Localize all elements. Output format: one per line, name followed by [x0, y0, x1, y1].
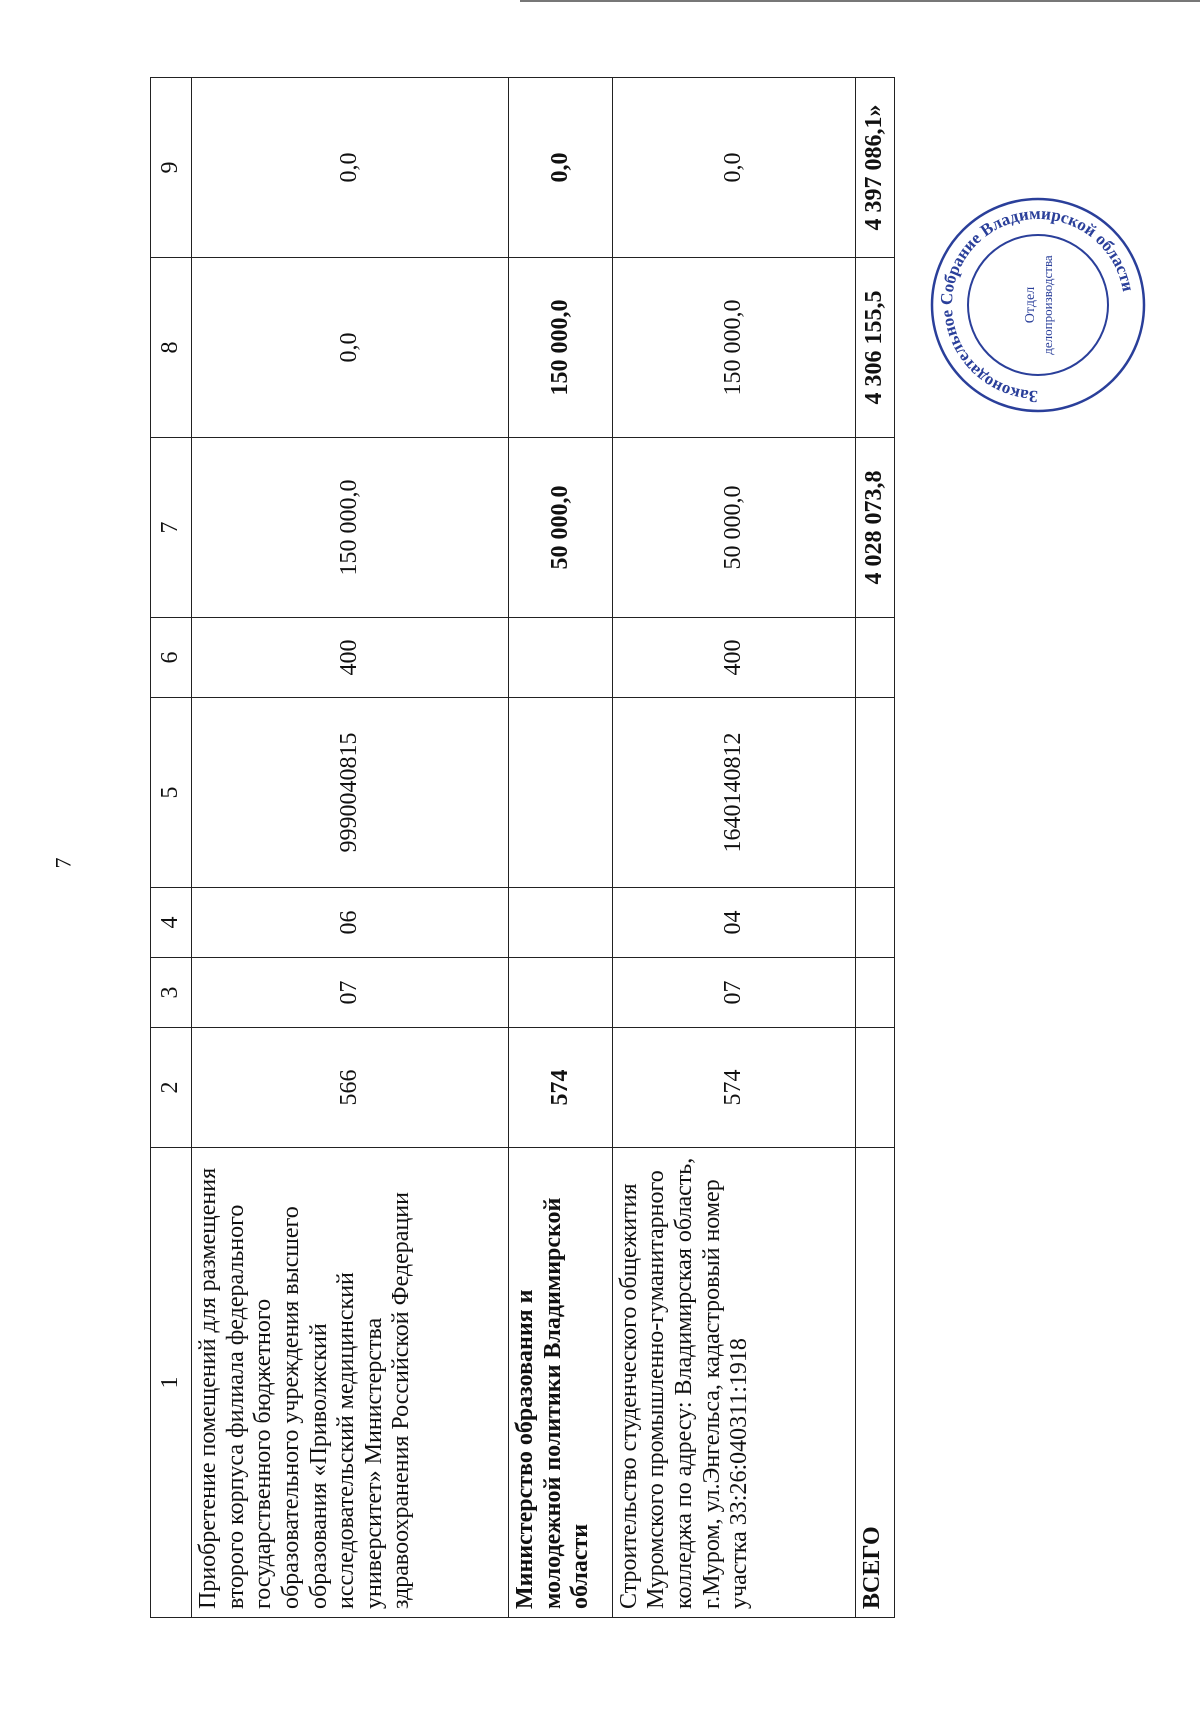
cell — [509, 618, 613, 698]
cell: 0,0 — [612, 78, 855, 258]
total-row — [855, 78, 894, 1618]
cell — [855, 1028, 894, 1148]
cell: 574 — [509, 1028, 613, 1148]
row-description: Строительство студенческого общежития Муромского промышленно-гуманитарного колледжа по адресу: Владимирская область, г.Муром, ул.Энгельса, кадастровый номер участка 33:26:040311:1918 — [612, 1148, 855, 1618]
cell: 50 000,0 — [612, 438, 855, 618]
table-row — [509, 78, 613, 1618]
table-row — [192, 78, 509, 1618]
cell: 0,0 — [192, 258, 509, 438]
cell — [855, 698, 894, 888]
stamp-center-line2: делопроизводства — [1040, 255, 1055, 355]
row-description: Министерство образования и молодежной политики Владимирской области — [509, 1148, 613, 1618]
header-cell: 4 — [151, 888, 192, 958]
cell: 566 — [192, 1028, 509, 1148]
total-col8: 4 306 155,5 — [855, 258, 894, 438]
cell: 400 — [612, 618, 855, 698]
top-border-line — [520, 0, 1200, 2]
cell: 07 — [612, 958, 855, 1028]
table-row — [612, 78, 855, 1618]
cell: 0,0 — [509, 78, 613, 258]
cell: 0,0 — [192, 78, 509, 258]
cell: 06 — [192, 888, 509, 958]
cell: 50 000,0 — [509, 438, 613, 618]
cell: 07 — [192, 958, 509, 1028]
total-col7: 4 028 073,8 — [855, 438, 894, 618]
header-cell: 1 — [151, 1148, 192, 1618]
cell: 150 000,0 — [509, 258, 613, 438]
official-stamp — [928, 195, 1148, 415]
cell — [855, 958, 894, 1028]
stamp-center-line1: Отдел — [1023, 286, 1038, 324]
budget-table — [150, 77, 895, 1618]
cell: 150 000,0 — [192, 438, 509, 618]
total-label: ВСЕГО — [855, 1148, 894, 1618]
header-cell: 8 — [151, 258, 192, 438]
header-cell: 9 — [151, 78, 192, 258]
rotated-table-wrapper — [150, 78, 895, 1618]
header-cell: 5 — [151, 698, 192, 888]
cell — [855, 618, 894, 698]
cell — [509, 958, 613, 1028]
stamp-outer-ring — [932, 199, 1144, 411]
total-col9: 4 397 086,1» — [855, 78, 894, 258]
page-number: 7 — [50, 857, 76, 869]
cell: 150 000,0 — [612, 258, 855, 438]
cell — [509, 888, 613, 958]
header-cell: 3 — [151, 958, 192, 1028]
header-cell: 2 — [151, 1028, 192, 1148]
stamp-ring-text: Законодательное Собрание Владимирской области — [936, 203, 1138, 407]
cell: 574 — [612, 1028, 855, 1148]
cell — [855, 888, 894, 958]
cell: 04 — [612, 888, 855, 958]
header-cell: 6 — [151, 618, 192, 698]
cell: 1640140812 — [612, 698, 855, 888]
header-cell: 7 — [151, 438, 192, 618]
stamp-inner-ring — [968, 235, 1108, 375]
cell: 9990040815 — [192, 698, 509, 888]
cell: 400 — [192, 618, 509, 698]
cell — [509, 698, 613, 888]
row-description: Приобретение помещений для размещения второго корпуса филиала федерального государственного бюджетного образовательного учреждения высшего образования «Приволжский исследовательский медицинский университет» Министерства здравоохранения Российской Федерации — [192, 1148, 509, 1618]
header-row — [151, 78, 192, 1618]
